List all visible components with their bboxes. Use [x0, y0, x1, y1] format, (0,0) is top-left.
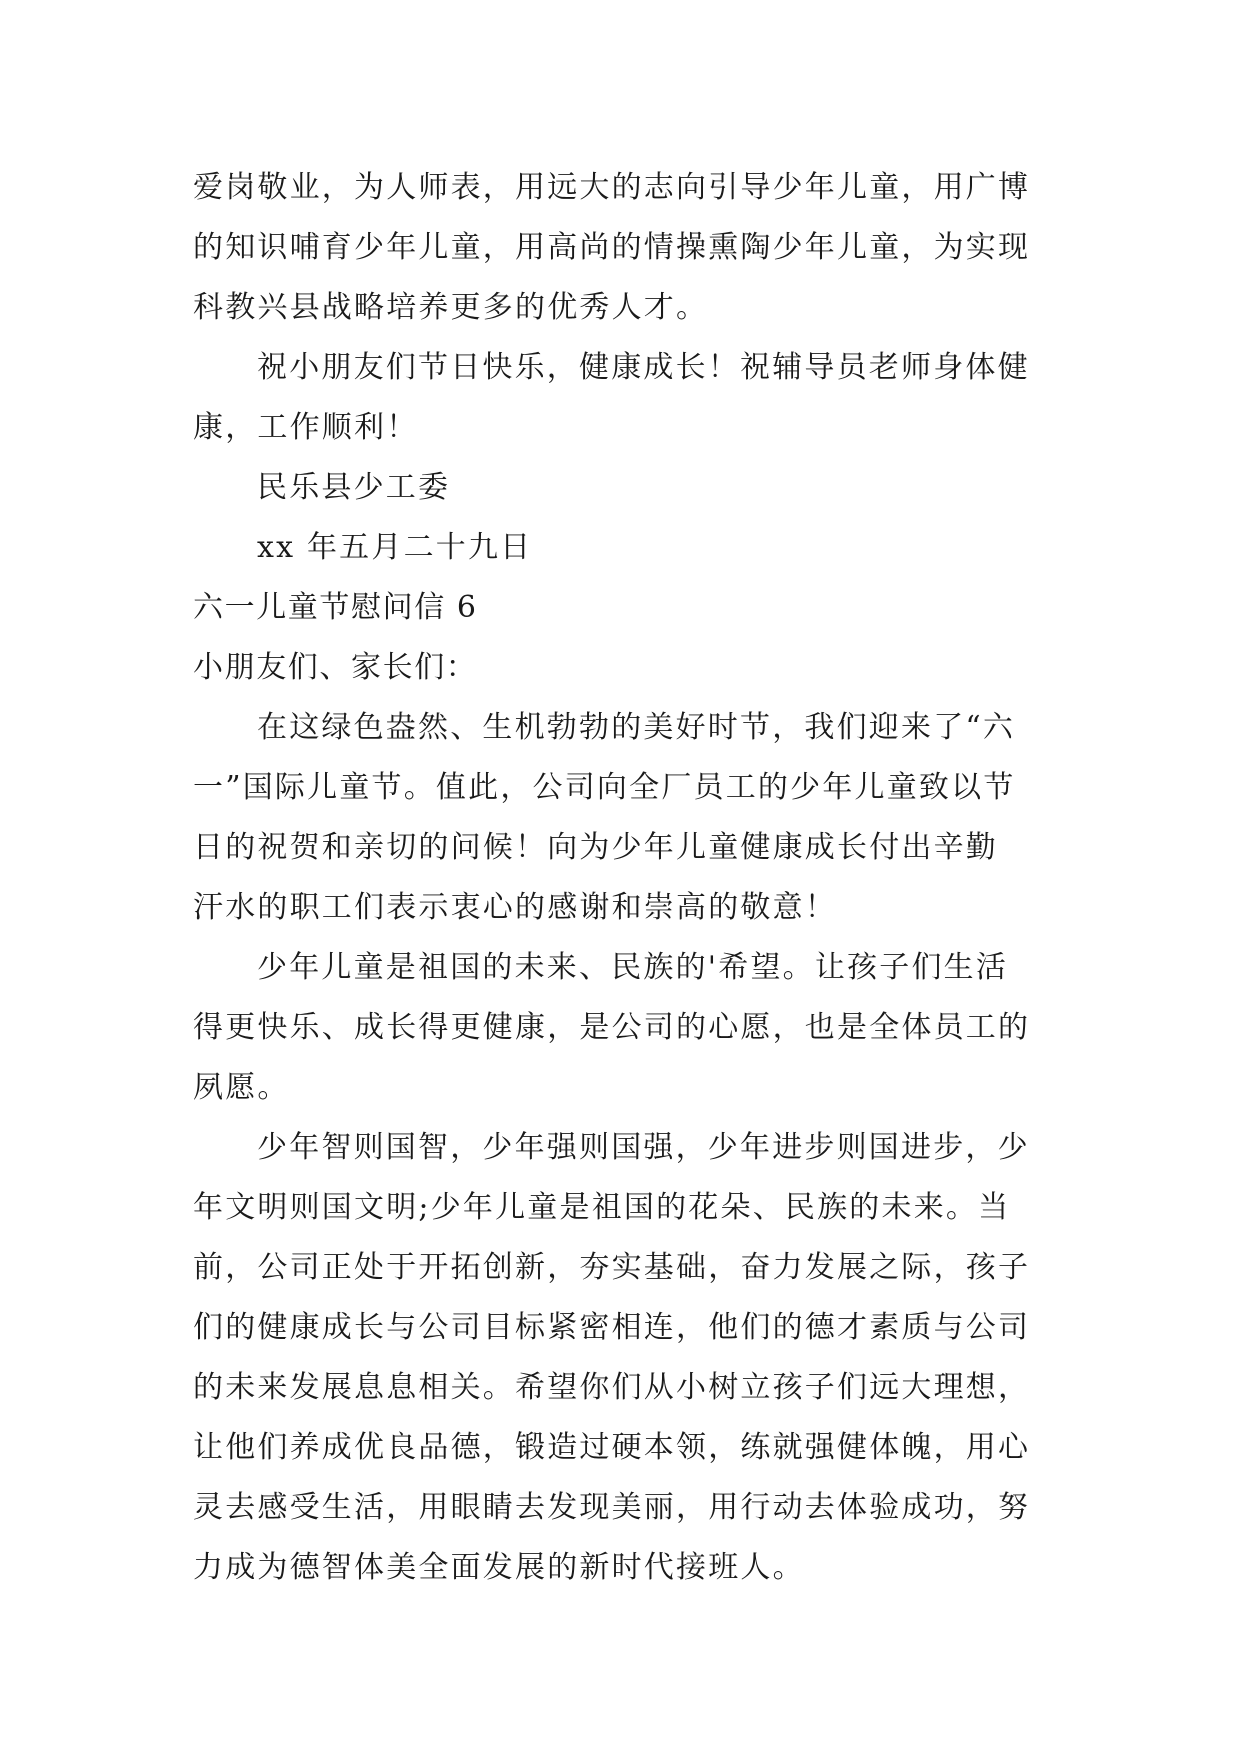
paragraph-line: 少年儿童是祖国的未来、民族的'希望。让孩子们生活: [257, 950, 1009, 985]
paragraph-line: 们的健康成长与公司目标紧密相连，他们的德才素质与公司: [193, 1310, 1031, 1345]
paragraph-line: 在这绿色盎然、生机勃勃的美好时节，我们迎来了“六: [257, 710, 1016, 745]
paragraph-line: 少年智则国智，少年强则国强，少年进步则国进步，少: [257, 1130, 1030, 1165]
paragraph-line: 爱岗敬业，为人师表，用远大的志向引导少年儿童，用广博: [193, 170, 1031, 205]
paragraph-line: 康，工作顺利！: [193, 410, 419, 445]
paragraph-line: 夙愿。: [193, 1070, 290, 1105]
paragraph-line: 的知识哺育少年儿童，用高尚的情操熏陶少年儿童，为实现: [193, 230, 1031, 265]
paragraph-line: 汗水的职工们表示衷心的感谢和崇高的敬意！: [193, 890, 837, 925]
paragraph-line: 得更快乐、成长得更健康，是公司的心愿，也是全体员工的: [193, 1010, 1031, 1045]
paragraph-line: 的未来发展息息相关。希望你们从小树立孩子们远大理想，: [193, 1370, 1031, 1405]
paragraph-line: 灵去感受生活，用眼睛去发现美丽，用行动去体验成功，努: [193, 1490, 1031, 1525]
paragraph-line: 一”国际儿童节。值此，公司向全厂员工的少年儿童致以节: [193, 770, 1016, 805]
paragraph-line: 力成为德智体美全面发展的新时代接班人。: [193, 1550, 805, 1585]
paragraph-line: 年文明则国文明;少年儿童是祖国的花朵、民族的未来。当: [193, 1190, 1011, 1225]
signature-organization: 民乐县少工委: [257, 470, 451, 505]
signature-date: xx 年五月二十九日: [257, 530, 533, 565]
document-page: [193, 158, 1059, 1598]
paragraph-line: 科教兴县战略培养更多的优秀人才。: [193, 290, 709, 325]
section-title: 六一儿童节慰问信 6: [193, 590, 478, 625]
paragraph-line: 前，公司正处于开拓创新，夯实基础，奋力发展之际，孩子: [193, 1250, 1031, 1285]
paragraph-line: 让他们养成优良品德，锻造过硬本领，练就强健体魄，用心: [193, 1430, 1031, 1465]
paragraph-line: 祝小朋友们节日快乐，健康成长！祝辅导员老师身体健: [257, 350, 1030, 385]
paragraph-line: 日的祝贺和亲切的问候！向为少年儿童健康成长付出辛勤: [193, 830, 998, 865]
salutation: 小朋友们、家长们：: [193, 650, 478, 685]
